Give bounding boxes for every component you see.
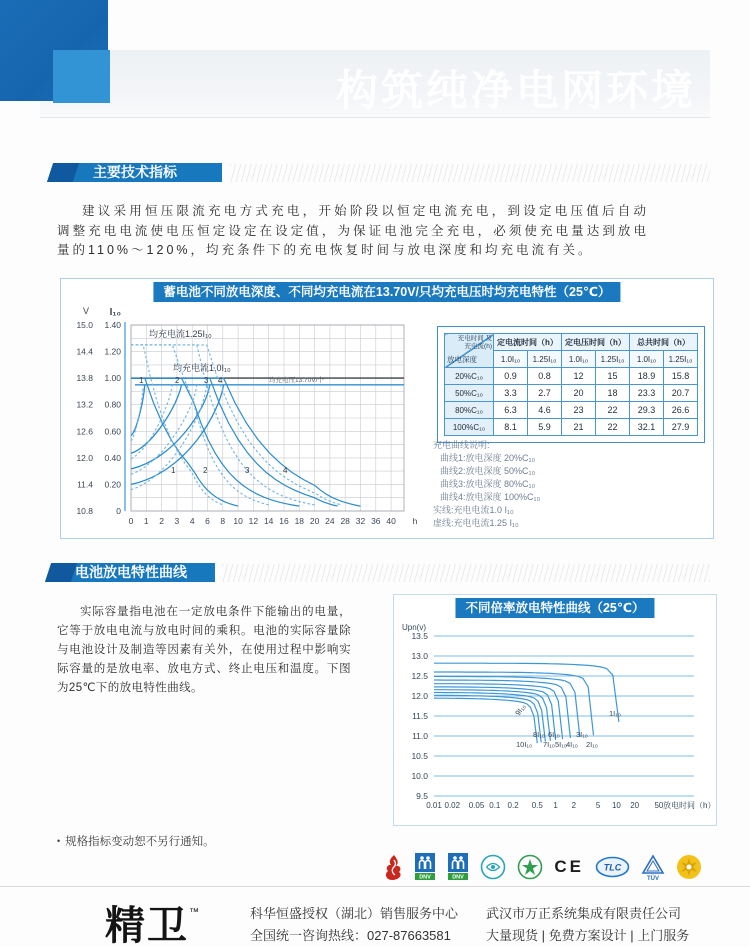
intro-paragraph: 建议采用恒压限流充电方式充电，开始阶段以恒定电流充电，到设定电压值后自动调整充电电流使电压恒定设定在设定值，为保证电池完全充电，必须使充电量达到放电量的110%～120%，均充条件下的充电恢复时间与放电深度和均充电流有关。 bbox=[57, 204, 649, 257]
section-title: 电池放电特性曲线 bbox=[75, 564, 187, 580]
top-banner bbox=[40, 50, 710, 118]
time-tick-label: 40 bbox=[386, 516, 396, 526]
voltage-curve-solid bbox=[131, 385, 145, 436]
table-cell: 18 bbox=[596, 385, 630, 402]
curve-rate-label: 9I₁₀ bbox=[513, 702, 528, 718]
time-tick-label: 32 bbox=[355, 516, 366, 526]
tuv-icon bbox=[641, 854, 665, 881]
table-cell: 12 bbox=[562, 368, 596, 385]
voltage-tick-label: 10.0 bbox=[411, 771, 428, 781]
table-cell: 22 bbox=[596, 419, 630, 436]
voltage-tick-label: 11.0 bbox=[412, 731, 428, 741]
time-tick-label: 0.01 bbox=[426, 801, 442, 810]
footer-divider bbox=[0, 886, 750, 887]
table-cell: 15 bbox=[596, 368, 630, 385]
time-tick-label: 24 bbox=[325, 516, 335, 526]
curve-number-label: 3 bbox=[245, 466, 250, 475]
brand-name: 精卫 bbox=[105, 904, 189, 947]
table-row-label: 20%C₁₀ bbox=[445, 368, 494, 385]
current-tick-label: 0.80 bbox=[104, 399, 121, 410]
time-tick-label: 18 bbox=[294, 516, 305, 526]
curve-rate-label: 10I₁₀ bbox=[516, 740, 533, 749]
time-axis-label: 放电时间（h） bbox=[663, 801, 716, 810]
svg-text:TÜV: TÜV bbox=[647, 875, 659, 881]
table-row-label: 100%C₁₀ bbox=[445, 419, 494, 436]
spec-change-note bbox=[57, 833, 215, 849]
charge-time-table-wrapper bbox=[437, 326, 705, 443]
quality-seal-icon bbox=[480, 854, 506, 880]
voltage-tick-label: 13.2 bbox=[76, 399, 93, 410]
certification-logos bbox=[384, 851, 702, 883]
charge-characteristics-chart bbox=[63, 303, 431, 533]
section-title: 主要技术指标 bbox=[93, 164, 177, 180]
table-cell: 22 bbox=[596, 402, 630, 419]
time-tick-label: 0.02 bbox=[444, 801, 461, 810]
current-axis-label: I₁₀ bbox=[109, 307, 121, 318]
current-tick-label: 0.20 bbox=[104, 479, 121, 490]
svg-text:DNV: DNV bbox=[419, 874, 432, 881]
curve-number-label: 1 bbox=[139, 376, 144, 385]
curve-rate-label: 4I₁₀ bbox=[566, 740, 578, 749]
time-tick-label: 1 bbox=[553, 801, 558, 810]
table-cell: 6.3 bbox=[494, 402, 528, 419]
current-tick-label: 1.00 bbox=[104, 373, 121, 384]
svg-text:TLC: TLC bbox=[603, 862, 622, 873]
table-cell: 20 bbox=[562, 385, 596, 402]
section-header-specs bbox=[57, 163, 222, 182]
time-tick-label: 0.2 bbox=[507, 801, 519, 810]
hotline: 全国统一咨询热线：027-87663581 bbox=[250, 928, 451, 943]
table-group-header: 总共时间（h） bbox=[630, 334, 698, 351]
charge-time-table bbox=[444, 333, 698, 436]
table-subheader: 1.0I₁₀ bbox=[630, 351, 664, 368]
table-cell: 32.1 bbox=[630, 419, 664, 436]
voltage-tick-label: 13.0 bbox=[411, 651, 428, 661]
voltage-tick-label: 13.5 bbox=[411, 631, 428, 641]
table-row bbox=[445, 368, 698, 385]
curve-number-label: 4 bbox=[283, 466, 288, 475]
curve-rate-label: 3I₁₀ bbox=[576, 730, 588, 739]
time-tick-label: 20 bbox=[630, 801, 640, 810]
curve-number-label: 2 bbox=[203, 466, 208, 475]
table-row bbox=[445, 385, 698, 402]
discharge-paragraph: 实际容量指电池在一定放电条件下能输出的电量，它等于放电电流与放电时间的乘积。电池的实际容量除与电池设计及制造等因素有关外，在使用过程中影响实际容量的是放电率、放电方式、终止电压和温度。下图为25℃下的放电特性曲线。 bbox=[57, 606, 351, 694]
time-tick-label: 6 bbox=[205, 516, 210, 526]
time-tick-label: 2 bbox=[159, 516, 164, 526]
hatch-stripes bbox=[222, 564, 710, 582]
discharge-rate-chart bbox=[394, 622, 716, 822]
current-tick-label: 0.40 bbox=[104, 452, 121, 463]
annotation-current-1.0: 均充电流1.0I₁₀ bbox=[173, 363, 231, 373]
curve-rate-label: 6I₁₀ bbox=[548, 730, 560, 739]
table-cell: 15.8 bbox=[664, 368, 698, 385]
table-corner-cell bbox=[445, 334, 494, 368]
voltage-tick-label: 14.4 bbox=[76, 346, 93, 357]
table-cell: 5.9 bbox=[528, 419, 562, 436]
voltage-tick-label: 12.0 bbox=[76, 452, 93, 463]
voltage-axis-label: V bbox=[82, 306, 89, 316]
voltage-tick-label: 12.5 bbox=[411, 671, 428, 681]
time-tick-label: 8 bbox=[220, 516, 226, 526]
voltage-tick-label: 9.5 bbox=[416, 791, 428, 801]
table-cell: 27.9 bbox=[664, 419, 698, 436]
annotation-charge-voltage: 均充电压13.70V/个 bbox=[269, 377, 324, 384]
curve-number-label: 3 bbox=[204, 376, 209, 385]
annotation-current-1.25: 均充电流1.25I₁₀ bbox=[149, 329, 212, 339]
charge-chart-title: 蓄电池不同放电深度、不同均充电流在13.70V/只均充电压时均充电特性（25℃） bbox=[153, 282, 620, 302]
table-group-header: 定电流时间（h） bbox=[494, 334, 562, 351]
time-tick-label: 28 bbox=[340, 516, 350, 526]
current-tick-label: 1.20 bbox=[104, 346, 121, 357]
voltage-tick-label: 10.5 bbox=[411, 751, 428, 761]
time-tick-label: 3 bbox=[174, 516, 180, 526]
table-cell: 29.3 bbox=[630, 402, 664, 419]
current-tick-label: 1.40 bbox=[104, 320, 121, 330]
legend-line: 曲线4:放电深度 100%C₁₀ bbox=[440, 492, 541, 502]
corner-bottom-text: 放电深度 bbox=[447, 355, 477, 364]
ce-mark: CE bbox=[554, 857, 584, 876]
time-tick-label: 0.1 bbox=[489, 801, 501, 810]
svg-text:DNV: DNV bbox=[452, 874, 465, 881]
voltage-axis-label: Upn(v) bbox=[402, 623, 427, 632]
time-tick-label: 36 bbox=[371, 516, 381, 526]
torch-icon bbox=[384, 854, 403, 881]
table-cell: 21 bbox=[562, 419, 596, 436]
corner-top-text: 充电时间 及充电流(h) bbox=[457, 335, 492, 350]
table-subheader: 1.0I₁₀ bbox=[494, 351, 528, 368]
voltage-tick-label: 11.4 bbox=[77, 479, 93, 490]
table-group-header: 定电压时间（h） bbox=[562, 334, 630, 351]
time-tick-label: 50 bbox=[654, 801, 664, 810]
legend-line: 曲线3:放电深度 80%C₁₀ bbox=[440, 479, 536, 489]
curve-rate-label: 2I₁₀ bbox=[586, 740, 598, 749]
curve-rate-label: 8I₁₀ bbox=[533, 730, 545, 739]
company-name: 武汉市万正系统集成有限责任公司 bbox=[486, 906, 682, 921]
hatch-stripes bbox=[230, 164, 710, 182]
table-subheader: 1.0I₁₀ bbox=[562, 351, 596, 368]
legend-line: 虚线:充电电流1.25 I₁₀ bbox=[433, 518, 519, 528]
curve-number-label: 1 bbox=[171, 466, 176, 475]
time-unit-label: h bbox=[412, 516, 418, 526]
table-cell: 26.6 bbox=[664, 402, 698, 419]
dnv-icon bbox=[447, 853, 469, 881]
legend-line: 曲线1:放电深度 20%C₁₀ bbox=[440, 453, 536, 463]
trademark-symbol: ™ bbox=[189, 907, 199, 918]
current-tick-label: 0 bbox=[116, 506, 121, 516]
table-subheader: 1.25I₁₀ bbox=[596, 351, 630, 368]
charge-curve-legend bbox=[433, 439, 540, 530]
charge-chart-box bbox=[60, 278, 714, 539]
table-cell: 0.8 bbox=[528, 368, 562, 385]
curve-number-label: 4 bbox=[218, 376, 223, 385]
curve-rate-label: 7I₁₀ bbox=[543, 740, 555, 749]
environment-seal-icon bbox=[517, 854, 543, 880]
time-tick-label: 0.5 bbox=[531, 801, 543, 810]
table-subheader: 1.25I₁₀ bbox=[664, 351, 698, 368]
curve-rate-label: 1I₁₀ bbox=[609, 709, 621, 718]
table-row bbox=[445, 419, 698, 436]
table-cell: 0.9 bbox=[494, 368, 528, 385]
legend-line: 实线:充电电流1.0 I₁₀ bbox=[433, 505, 514, 515]
current-tick-label: 0.60 bbox=[104, 426, 121, 437]
table-cell: 23.3 bbox=[630, 385, 664, 402]
time-tick-label: 10 bbox=[233, 516, 243, 526]
table-cell: 23 bbox=[562, 402, 596, 419]
dnv-icon bbox=[414, 853, 436, 881]
time-tick-label: 10 bbox=[611, 801, 621, 810]
table-cell: 3.3 bbox=[494, 385, 528, 402]
decor-square-light bbox=[53, 50, 110, 103]
tlc-icon bbox=[595, 856, 630, 878]
time-tick-label: 12 bbox=[248, 516, 259, 526]
legend-heading: 充电曲线说明: bbox=[433, 440, 490, 450]
time-tick-label: 0.05 bbox=[468, 801, 485, 810]
discharge-curve bbox=[434, 695, 541, 742]
current-curve-solid bbox=[131, 378, 338, 506]
footer-service-center bbox=[250, 903, 458, 947]
time-tick-label: 14 bbox=[263, 516, 274, 526]
voltage-tick-label: 11.5 bbox=[412, 711, 428, 721]
curve-rate-label: 5I₁₀ bbox=[555, 740, 567, 749]
table-cell: 18.9 bbox=[630, 368, 664, 385]
note-text: 规格指标变动恕不另行通知。 bbox=[65, 836, 215, 848]
time-tick-label: 2 bbox=[571, 801, 577, 810]
voltage-tick-label: 15.0 bbox=[76, 320, 93, 330]
table-cell: 4.6 bbox=[528, 402, 562, 419]
legend-line: 曲线2:放电深度 50%C₁₀ bbox=[440, 466, 536, 476]
table-row bbox=[445, 402, 698, 419]
time-tick-label: 20 bbox=[309, 516, 320, 526]
table-subheader: 1.25I₁₀ bbox=[528, 351, 562, 368]
voltage-tick-label: 12.6 bbox=[76, 426, 93, 437]
time-tick-label: 16 bbox=[279, 516, 289, 526]
brand-logo bbox=[105, 894, 199, 947]
voltage-tick-label: 10.8 bbox=[76, 506, 93, 516]
discharge-chart-title: 不同倍率放电特性曲线（25℃） bbox=[455, 598, 654, 618]
table-cell: 2.7 bbox=[528, 385, 562, 402]
table-row-label: 80%C₁₀ bbox=[445, 402, 494, 419]
table-cell: 20.7 bbox=[664, 385, 698, 402]
curve-number-label: 2 bbox=[175, 376, 180, 385]
time-tick-label: 0 bbox=[128, 516, 134, 526]
section-header-discharge bbox=[55, 563, 215, 582]
time-tick-label: 5 bbox=[595, 801, 601, 810]
voltage-tick-label: 13.8 bbox=[76, 373, 93, 384]
table-row-label: 50%C₁₀ bbox=[445, 385, 494, 402]
time-tick-label: 4 bbox=[189, 516, 195, 526]
table-cell: 8.1 bbox=[494, 419, 528, 436]
service-center-name: 科华恒盛授权（湖北）销售服务中心 bbox=[250, 906, 459, 921]
banner-watermark-text: 构筑纯净电网环境 bbox=[335, 67, 696, 114]
time-tick-label: 1 bbox=[143, 516, 149, 526]
note-bullet: • bbox=[57, 836, 61, 846]
company-services: 大量现货 | 免费方案设计 | 上门服务 bbox=[486, 928, 690, 943]
voltage-tick-label: 12.0 bbox=[411, 691, 428, 701]
discharge-chart-box bbox=[393, 594, 717, 826]
flower-seal-icon bbox=[676, 854, 702, 880]
footer-company bbox=[486, 903, 689, 947]
